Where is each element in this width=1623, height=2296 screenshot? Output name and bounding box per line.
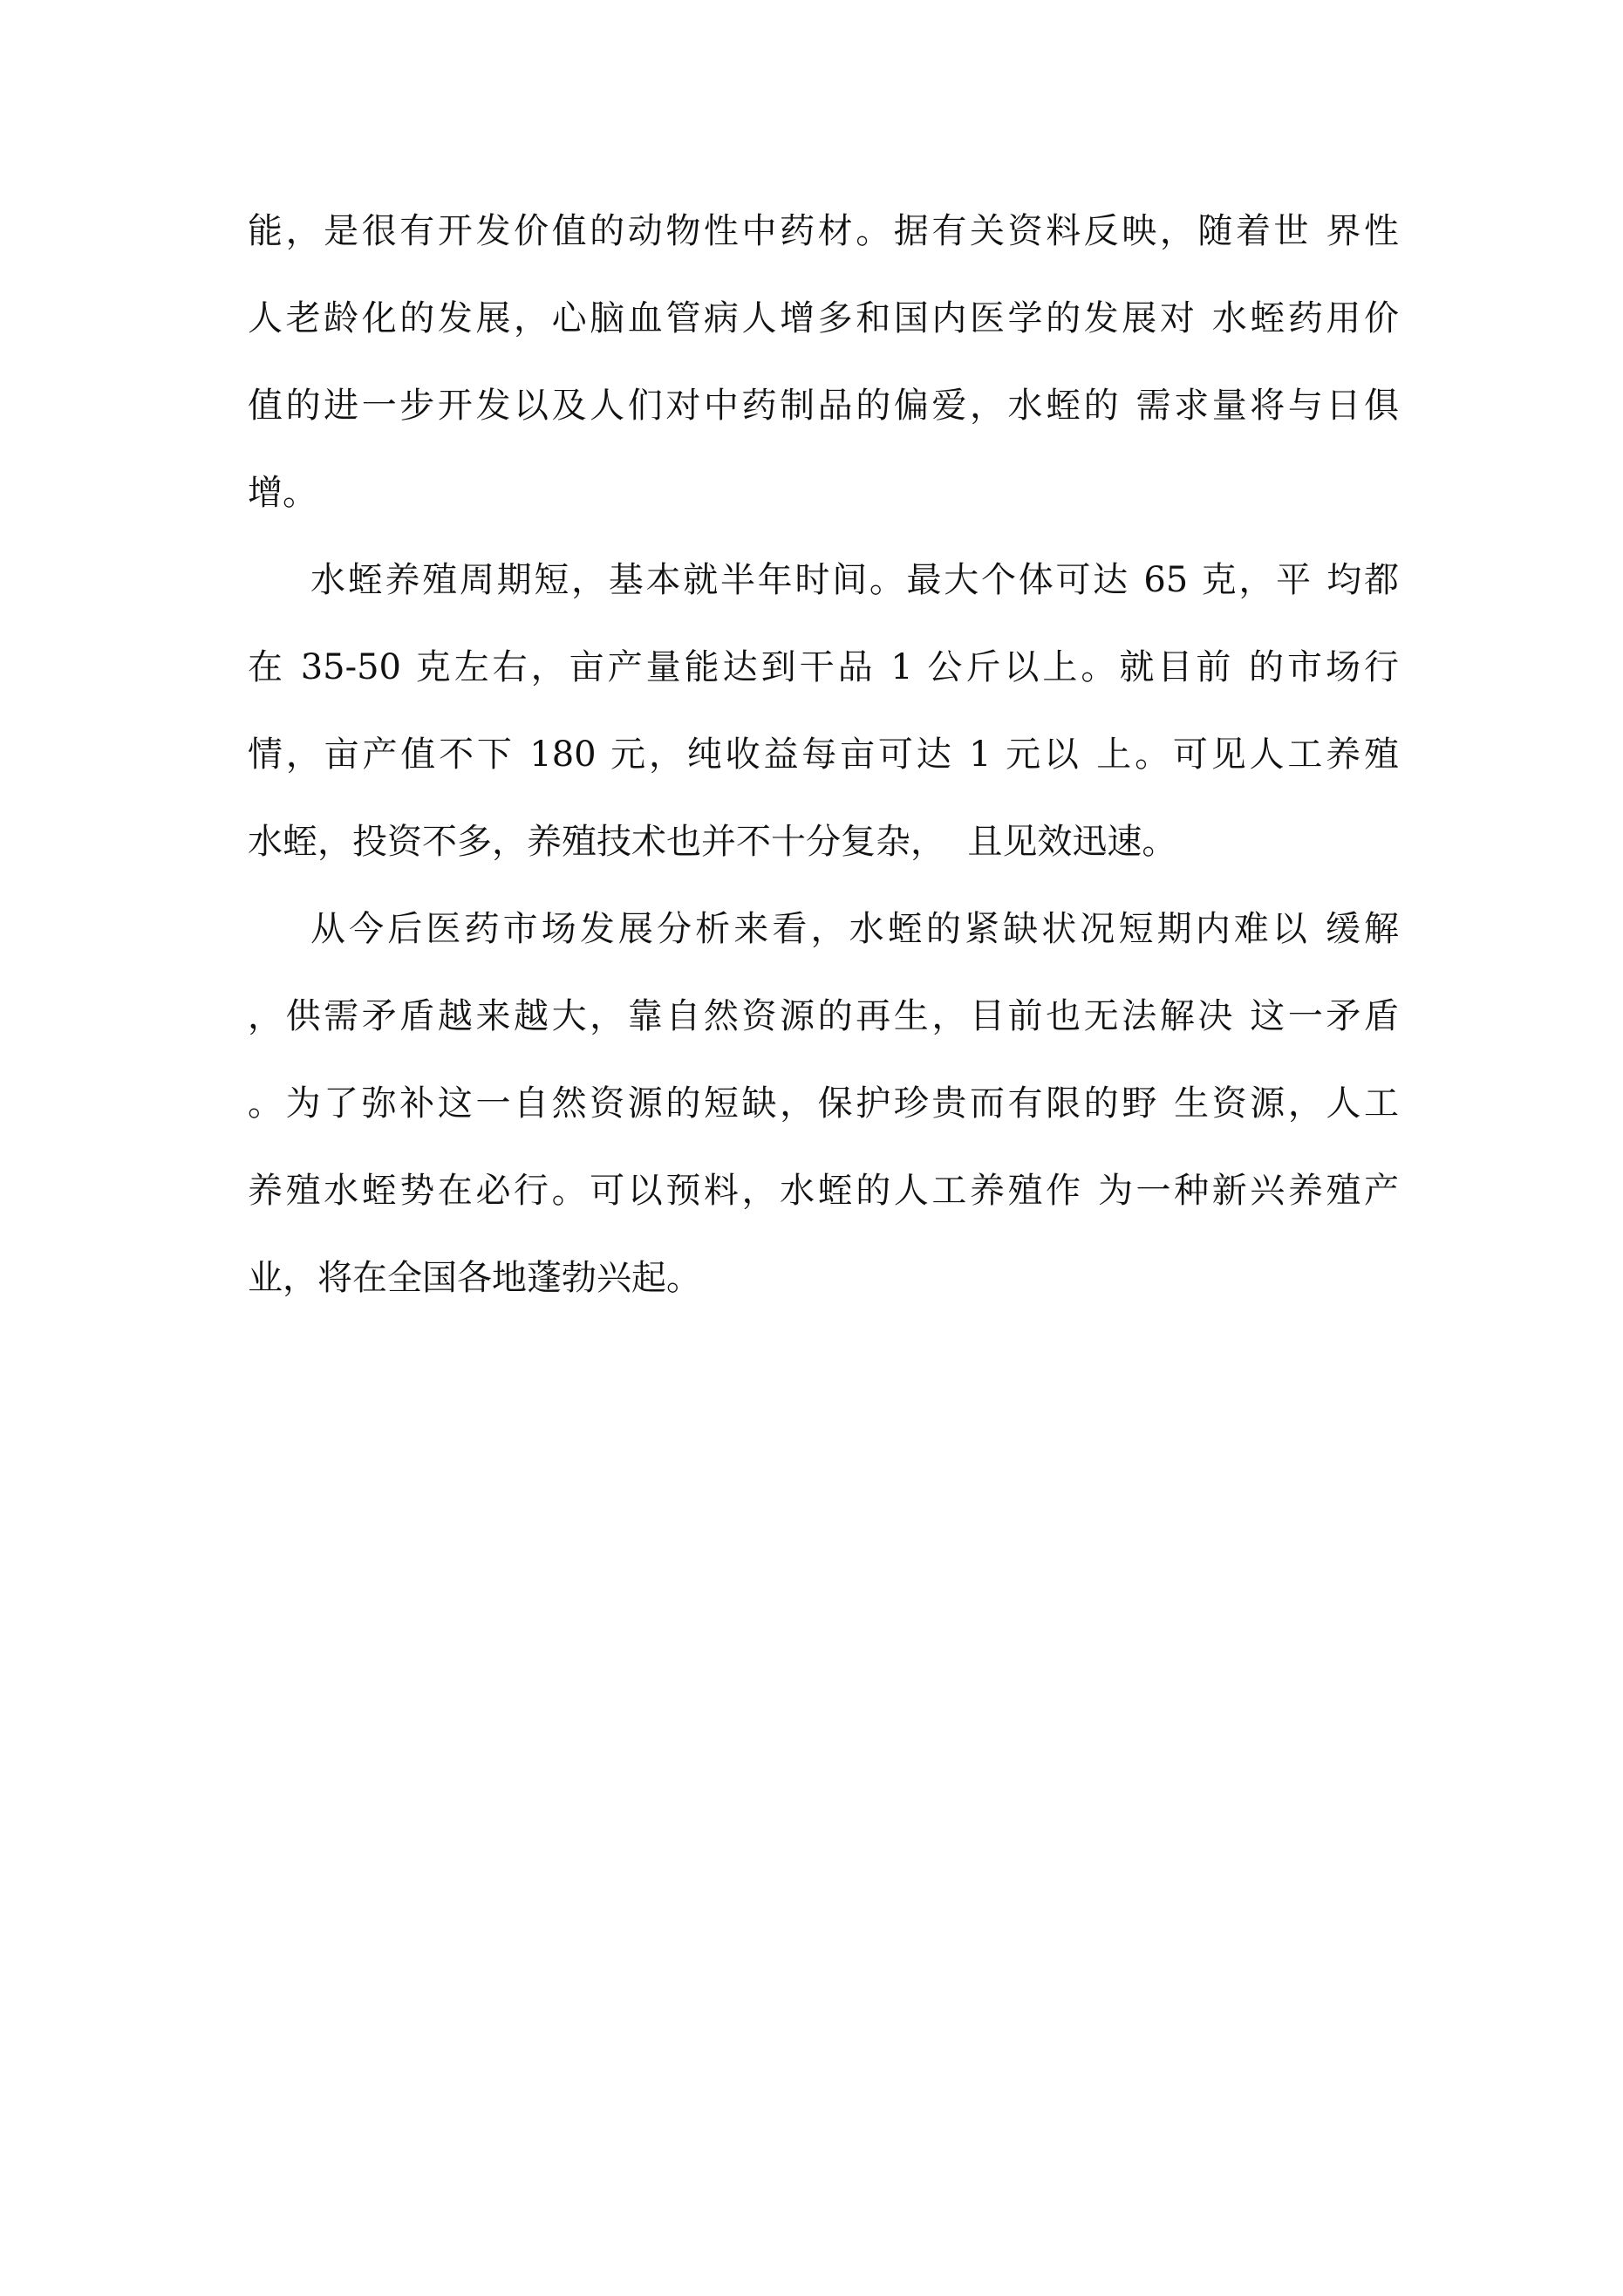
text-line: 在 35-50 克左右，亩产量能达到干品 1 公斤以上。就目前 的市场行 [248, 647, 1399, 687]
paragraph [248, 536, 1399, 885]
body-text [248, 188, 1399, 1322]
text-line: 业，将在全国各地蓬勃兴起。 [248, 1258, 701, 1298]
text-line: 情，亩产值不下 180 元，纯收益每亩可达 1 元以 上。可见人工养殖 [248, 735, 1399, 775]
text-line: 增。 [248, 473, 317, 513]
text-line: 养殖水蛭势在必行。可以预料，水蛭的人工养殖作 为一种新兴养殖产 [248, 1171, 1399, 1211]
text-line: 水蛭养殖周期短，基本就半年时间。最大个体可达 65 克，平 均都 [310, 560, 1399, 600]
text-line: 能，是很有开发价值的动物性中药材。据有关资料反映，随着世 界性 [248, 211, 1399, 251]
text-line: 水蛭，投资不多，养殖技术也并不十分复杂， 且见效迅速。 [248, 822, 1177, 862]
paragraph [248, 885, 1399, 1322]
text-line: 从今后医药市场发展分析来看，水蛭的紧缺状况短期内难以 缓解 [310, 909, 1399, 949]
paragraph [248, 188, 1399, 536]
text-line: 人老龄化的发展，心脑血管病人增多和国内医学的发展对 水蛭药用价 [248, 298, 1399, 338]
text-line: 。为了弥补这一自然资源的短缺，保护珍贵而有限的野 生资源，人工 [248, 1083, 1399, 1124]
text-line: ，供需矛盾越来越大，靠自然资源的再生，目前也无法解决 这一矛盾 [248, 996, 1399, 1036]
text-line: 值的进一步开发以及人们对中药制品的偏爱，水蛭的 需求量将与日俱 [248, 386, 1399, 426]
